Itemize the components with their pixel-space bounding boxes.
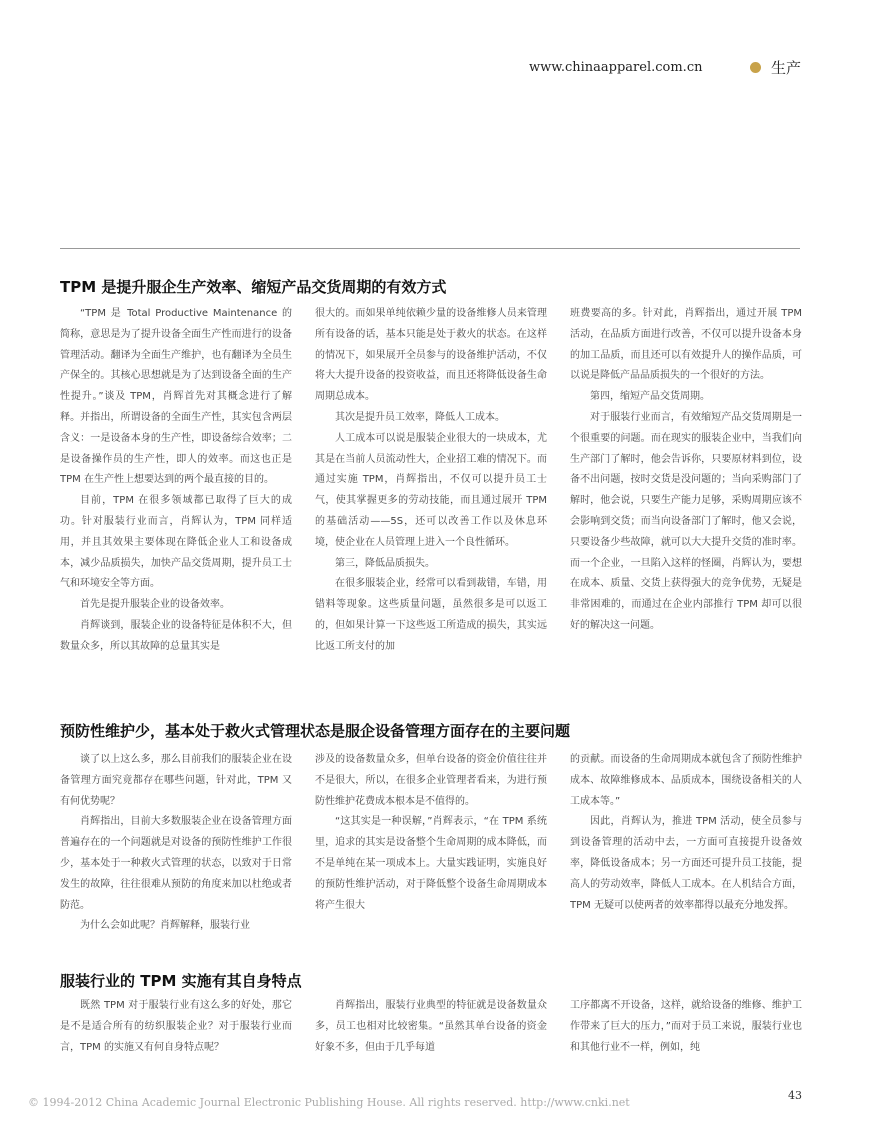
paragraph: 很大的。而如果单纯依赖少量的设备维修人员来管理所有设备的话，基本只能是处于救火的状态。在这样的情况下，如果展开全员参与的设备维护活动，不仅将大大提升设备的投资收益，而且还将降低设备生命周期总成本。	[315, 308, 547, 403]
paragraph: “这其实是一种误解，”肖辉表示，“在 TPM 系统里，追求的其实是设备整个生命周期的成本降低，而不是单纯在某一项成本上。大量实践证明，实施良好的预防性维护活动，对于降低整个设备生命周期成本将产生很大	[315, 816, 547, 911]
section-dot-icon	[750, 62, 761, 73]
section-2-column-3	[570, 750, 802, 940]
paragraph: 对于服装行业而言，有效缩短产品交货周期是一个很重要的问题。而在现实的服装企业中，当我们向生产部门了解时，他会告诉你，只要原材料到位，设备不出问题，按时交货是没问题的；当向采购部门了解时，他会说，只要生产能力足够，采购周期应该不会影响到交货；而当向设备部门了解时，他又会说，只要设备少些故障，就可以大大提升交货的准时率。而一个企业，一旦陷入这样的怪圈，肖辉认为，要想在成本、质量、交货上获得强大的竞争优势，无疑是非常困难的，而通过在企业内部推行 TPM 却可以很好的解决这一问题。	[570, 411, 802, 631]
section-3-column-2	[315, 996, 547, 1062]
section-1-columns	[60, 304, 802, 682]
section-3-column-1	[60, 996, 292, 1062]
paragraph: 为什么会如此呢？肖辉解释，服装行业	[80, 920, 250, 932]
copyright-footer: © 1994-2012 China Academic Journal Electronic Publishing House. All rights reserved. http://www.cnki.net	[28, 1096, 630, 1109]
section-2-column-2	[315, 750, 547, 940]
header-section-label: 生产	[771, 59, 802, 77]
paragraph: 因此，肖辉认为，推进 TPM 活动，使全员参与到设备管理的活动中去，一方面可直接提升设备效率，降低设备成本；另一方面还可提升员工技能，提高人的劳动效率，降低人工成本。在人机结合方面，TPM 无疑可以使两者的效率都得以最充分地发挥。	[570, 816, 802, 911]
paragraph: 肖辉谈到，服装企业的设备特征是体积不大，但数量众多，所以其故障的总量其实是	[60, 619, 292, 652]
horizontal-rule	[60, 248, 800, 249]
section-2-columns	[60, 750, 802, 940]
paragraph: 谈了以上这么多，那么目前我们的服装企业在设备管理方面究竟都存在哪些问题，针对此，TPM 又有何优势呢？	[60, 754, 292, 807]
section-1-title: TPM 是提升服企生产效率、缩短产品交货周期的有效方式	[60, 278, 447, 296]
paragraph: 人工成本可以说是服装企业很大的一块成本，尤其是在当前人员流动性大，企业招工难的情况下。而通过实施 TPM，肖辉指出，不仅可以提升员工士气，使其掌握更多的劳动技能，而且通过展开 TPM 的基础活动——5S，还可以改善工作以及休息环境，使企业在人员管理上进入一个良性循环。	[315, 432, 547, 548]
paragraph: 肖辉指出，目前大多数服装企业在设备管理方面普遍存在的一个问题就是对设备的预防性维护工作很少，基本处于一种救火式管理的状态，以致对于日常发生的故障，往往很难从预防的角度来加以杜绝或者防范。	[60, 816, 292, 911]
paragraph: “TPM 是 Total Productive Maintenance 的简称，意思是为了提升设备全面生产性而进行的设备管理活动。翻译为全面生产维护，也有翻译为全员生产保全的。其核心思想就是为了达到设备全面的生产性提升。”谈及 TPM，肖辉首先对其概念进行了解释。并指出，所谓设备的全面生产性，其实包含两层含义：一是设备本身的生产性，即设备综合效率；二是设备操作员的生产性，即人的效率。而这也正是 TPM 在生产性上想要达到的两个最直接的目的。	[60, 308, 292, 486]
paragraph: 工序都离不开设备，这样，就给设备的维修、维护工作带来了巨大的压力，”而对于员工来说，服装行业也和其他行业不一样，例如，纯	[570, 1000, 802, 1053]
section-3-columns	[60, 996, 802, 1062]
paragraph: 的贡献。而设备的生命周期成本就包含了预防性维护成本、故障维修成本、品质成本，围绕设备相关的人工成本等。”	[570, 754, 802, 807]
section-3-column-3	[570, 996, 802, 1062]
section-1-column-1	[60, 304, 292, 682]
section-1-column-3	[570, 304, 802, 682]
paragraph: 涉及的设备数量众多，但单台设备的资金价值往往并不是很大，所以，在很多企业管理者看来，为进行预防性维护花费成本根本是不值得的。	[315, 754, 547, 807]
paragraph: 首先是提升服装企业的设备效率。	[80, 599, 230, 611]
paragraph: 其次是提升员工效率，降低人工成本。	[335, 411, 505, 423]
paragraph: 班费要高的多。针对此，肖辉指出，通过开展 TPM 活动，在品质方面进行改善，不仅可以提升设备本身的加工品质，而且还可以有效提升人的操作品质，可以说是降低产品品质损失的一个很好的方法。	[570, 308, 802, 382]
section-1-column-2	[315, 304, 547, 682]
header-url: www.chinaapparel.com.cn	[529, 60, 703, 75]
paragraph: 肖辉指出，服装行业典型的特征就是设备数量众多，员工也相对比较密集。“虽然其单台设备的资金好象不多，但由于几乎每道	[315, 1000, 547, 1053]
section-3-title: 服装行业的 TPM 实施有其自身特点	[60, 972, 302, 990]
paragraph: 在很多服装企业，经常可以看到裁错，车错，用错料等现象。这些质量问题，虽然很多是可以返工的，但如果计算一下这些返工所造成的损失，其实远比返工所支付的加	[315, 578, 547, 652]
section-2-column-1	[60, 750, 292, 940]
paragraph: 既然 TPM 对于服装行业有这么多的好处，那它是不是适合所有的纺织服装企业？对于服装行业而言，TPM 的实施又有何自身特点呢？	[60, 1000, 292, 1053]
paragraph: 目前，TPM 在很多领域都已取得了巨大的成功。针对服装行业而言，肖辉认为，TPM 同样适用，并且其效果主要体现在降低企业人工和设备成本，减少品质损失，加快产品交货周期，提升员工士气和环境安全等方面。	[60, 495, 292, 590]
paragraph: 第四，缩短产品交货周期。	[590, 391, 710, 403]
paragraph: 第三，降低品质损失。	[335, 557, 435, 569]
page-number: 43	[788, 1089, 802, 1102]
section-2-title: 预防性维护少，基本处于救火式管理状态是服企设备管理方面存在的主要问题	[60, 722, 571, 740]
